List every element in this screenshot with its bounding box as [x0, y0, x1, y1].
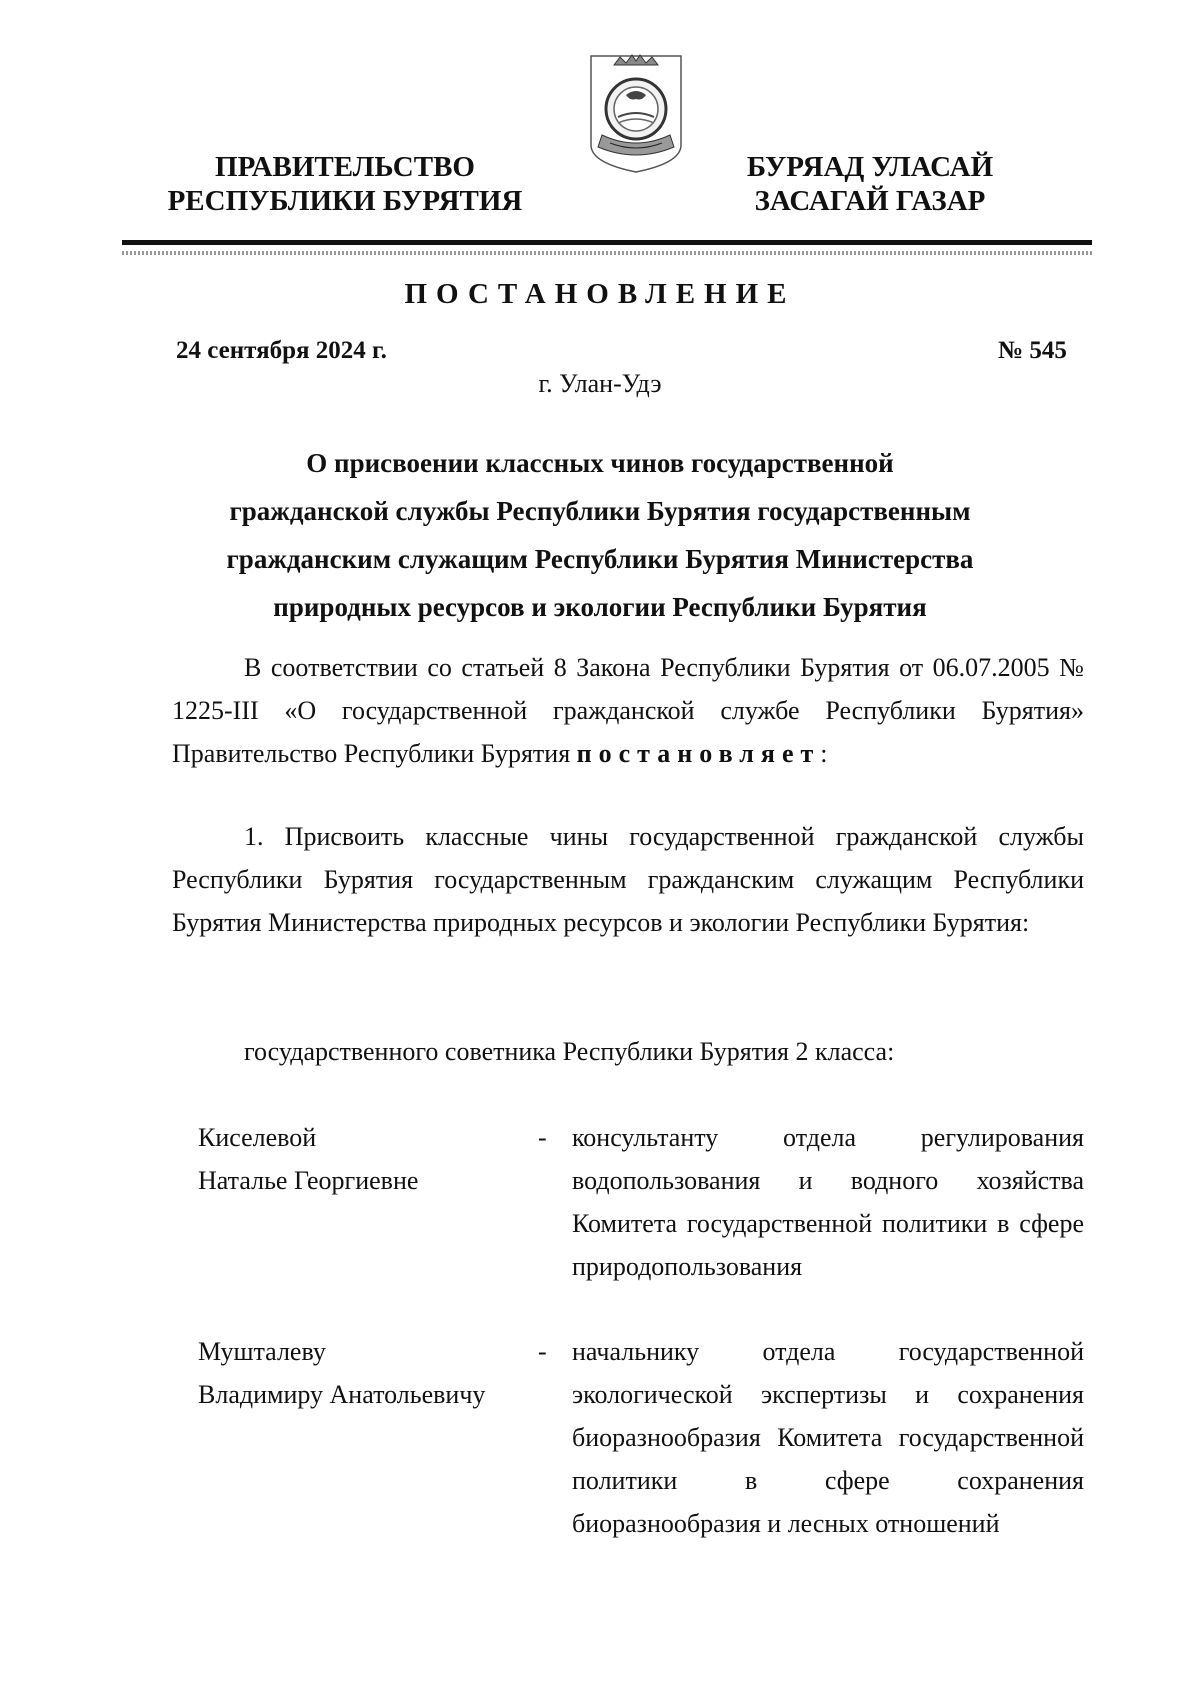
- document-number: № 545: [998, 337, 1067, 364]
- title-line: природных ресурсов и экологии Республики Бурятия: [273, 592, 927, 622]
- appointee-dash: -: [538, 1337, 547, 1366]
- preamble-paragraph: [172, 646, 1084, 775]
- title-line: гражданским служащим Республики Бурятия Министерства: [226, 544, 974, 574]
- preamble-emphasis: постановляет: [576, 739, 821, 768]
- preamble-text: В соответствии со статьей 8 Закона Республики Бурятия от 06.07.2005 № 1225-III «О государственной гражданской службе Республики Бурятия» Правительство Республики Бурятия: [172, 653, 1084, 768]
- appointee-surname: Киселевой: [198, 1123, 317, 1152]
- preamble-tail: :: [820, 739, 828, 768]
- document-city: г. Улан-Удэ: [538, 369, 662, 398]
- appointee-surname: Мушталеву: [198, 1337, 326, 1366]
- appointee-given-name: Владимиру Анатольевичу: [198, 1380, 486, 1409]
- coat-of-arms-icon: [588, 53, 684, 175]
- document-type: ПОСТАНОВЛЕНИЕ: [404, 278, 796, 310]
- header-left: [150, 150, 540, 218]
- clause-1-text: 1. Присвоить классные чины государственной гражданской службы Республики Бурятия государственным гражданским служащим Республики Бурятия Министерства природных ресурсов и экологии Республики Бурятия:: [172, 822, 1084, 937]
- appointee-name: [198, 1116, 418, 1202]
- document-date: 24 сентября 2024 г.: [176, 337, 387, 364]
- appointee-given-name: Наталье Георгиевне: [198, 1166, 419, 1195]
- clause-1-paragraph: [172, 815, 1084, 944]
- header-left-line1: ПРАВИТЕЛЬСТВО: [215, 151, 475, 183]
- appointee-position: начальнику отдела государственной экологической экспертизы и сохранения биоразнообразия Комитета государственной политики в сфере сохранения биоразнообразия и лесных отношений: [572, 1337, 1084, 1538]
- header-right-line1: БУРЯАД УЛАСАЙ: [746, 151, 994, 183]
- header-right: [680, 150, 1060, 218]
- document-title: [180, 439, 1020, 631]
- header-rule-thin: [122, 251, 1092, 255]
- title-line: гражданской службы Республики Бурятия государственным: [229, 496, 971, 526]
- appointee-name: [198, 1330, 485, 1416]
- title-line: О присвоении классных чинов государственной: [306, 448, 894, 478]
- header-rule-thick: [122, 240, 1092, 245]
- rank-heading-text: государственного советника Республики Бурятия 2 класса:: [244, 1037, 895, 1066]
- header-left-line2: РЕСПУБЛИКИ БУРЯТИЯ: [167, 185, 523, 217]
- appointee-position: консультанту отдела регулирования водопользования и водного хозяйства Комитета государственной политики в сфере природопользования: [572, 1123, 1084, 1281]
- header-right-line2: ЗАСАГАЙ ГАЗАР: [754, 185, 986, 217]
- appointee-dash: -: [538, 1123, 547, 1152]
- rank-heading: [172, 1030, 1084, 1073]
